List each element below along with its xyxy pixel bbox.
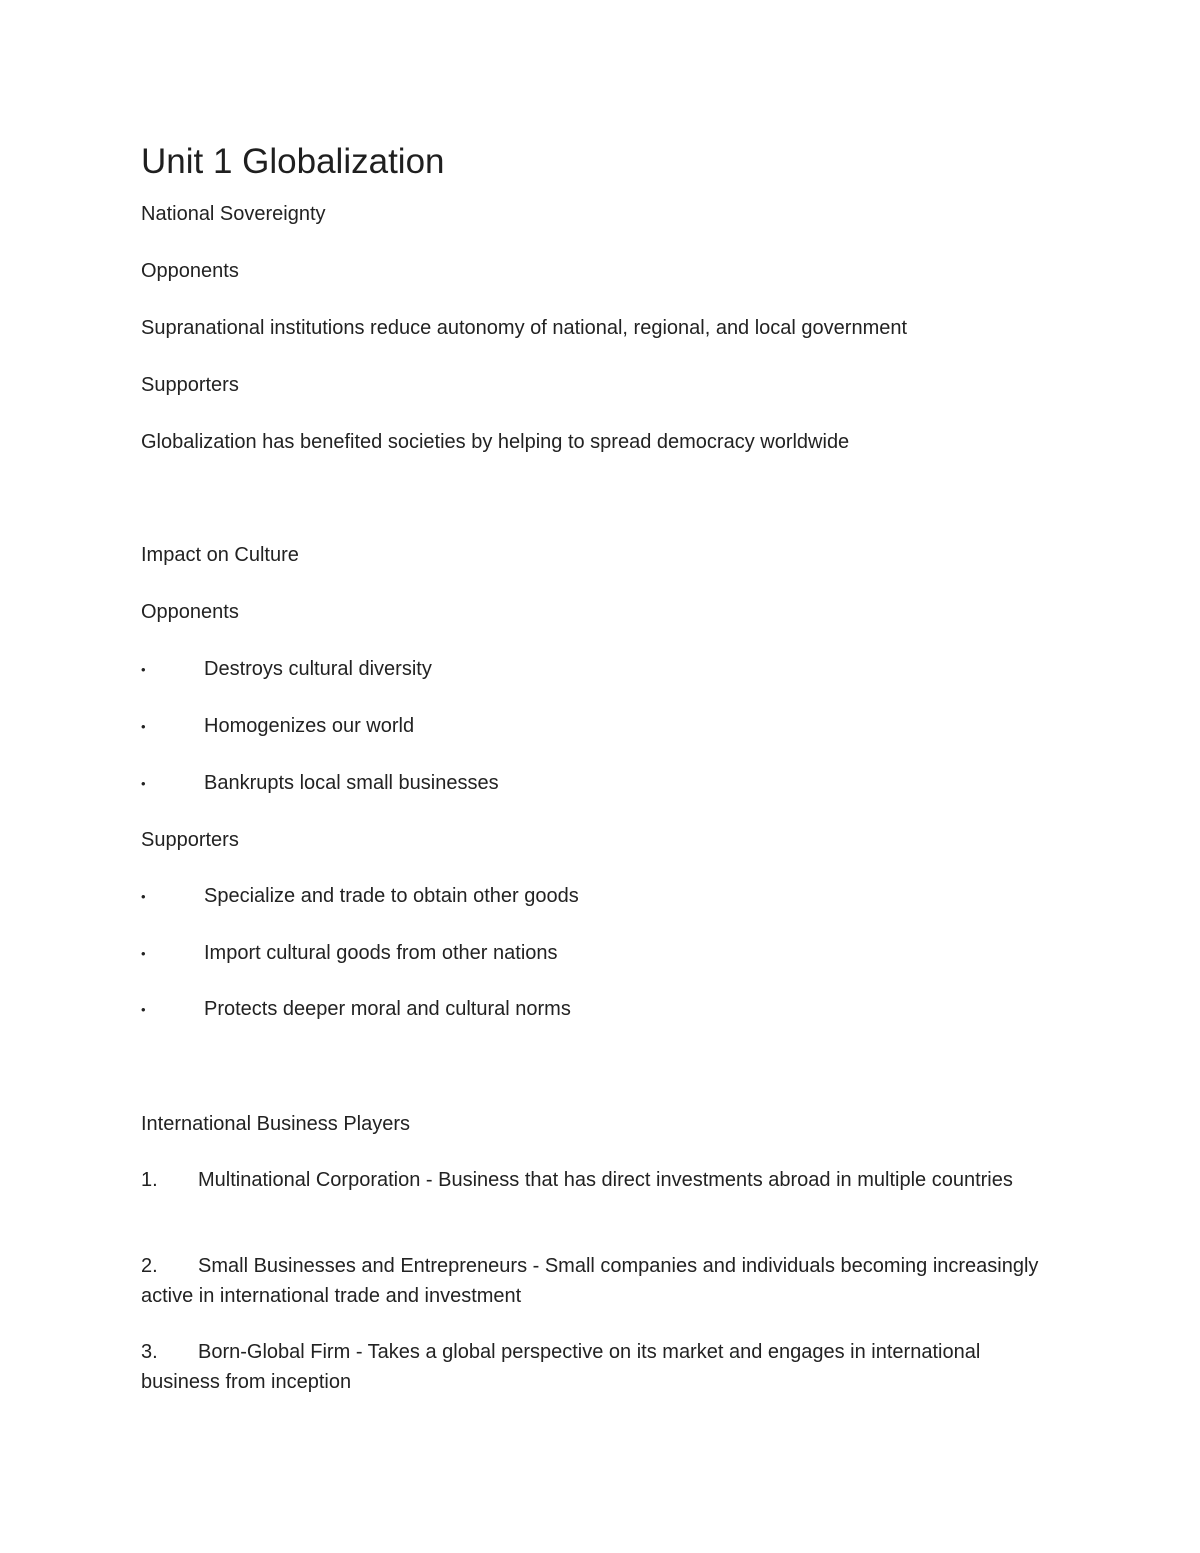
bullet-icon: • <box>141 945 146 961</box>
section-heading-culture: Impact on Culture <box>141 544 299 566</box>
list-item <box>141 994 571 1025</box>
list-item <box>141 938 558 969</box>
bullet-icon: • <box>141 718 146 734</box>
bullet-icon: • <box>141 775 146 791</box>
numbered-item <box>141 1251 1041 1311</box>
page-title: Unit 1 Globalization <box>141 142 445 181</box>
list-item-text: Bankrupts local small businesses <box>204 772 499 794</box>
list-item <box>141 881 579 912</box>
bullet-icon: • <box>141 888 146 904</box>
bullet-icon: • <box>141 1001 146 1017</box>
list-item-text: Destroys cultural diversity <box>204 658 432 680</box>
numbered-item <box>141 1337 1041 1397</box>
item-number: 2. <box>141 1255 158 1277</box>
item-number: 3. <box>141 1341 158 1363</box>
list-item-text: Protects deeper moral and cultural norms <box>204 998 571 1020</box>
item-text: Multinational Corporation - Business that has direct investments abroad in multiple countries <box>198 1169 1013 1191</box>
culture-supporters-label: Supporters <box>141 829 239 851</box>
sovereignty-supporters-text: Globalization has benefited societies by helping to spread democracy worldwide <box>141 431 850 453</box>
sovereignty-supporters-label: Supporters <box>141 374 239 396</box>
bullet-icon: • <box>141 661 146 677</box>
list-item <box>141 654 432 685</box>
list-item <box>141 768 499 799</box>
item-number: 1. <box>141 1169 158 1191</box>
sovereignty-opponents-label: Opponents <box>141 260 239 282</box>
list-item-text: Specialize and trade to obtain other goods <box>204 885 579 907</box>
item-text: Born-Global Firm - Takes a global perspective on its market and engages in international business from inception <box>141 1341 981 1393</box>
list-item-text: Import cultural goods from other nations <box>204 942 558 964</box>
culture-opponents-label: Opponents <box>141 601 239 623</box>
numbered-item <box>141 1165 1041 1195</box>
section-heading-players: International Business Players <box>141 1113 411 1135</box>
section-heading-sovereignty: National Sovereignty <box>141 203 326 225</box>
item-text: Small Businesses and Entrepreneurs - Small companies and individuals becoming increasingly active in international trade and investment <box>141 1255 1039 1307</box>
list-item-text: Homogenizes our world <box>204 715 415 737</box>
sovereignty-opponents-text: Supranational institutions reduce autonomy of national, regional, and local government <box>141 317 908 339</box>
list-item <box>141 711 414 742</box>
